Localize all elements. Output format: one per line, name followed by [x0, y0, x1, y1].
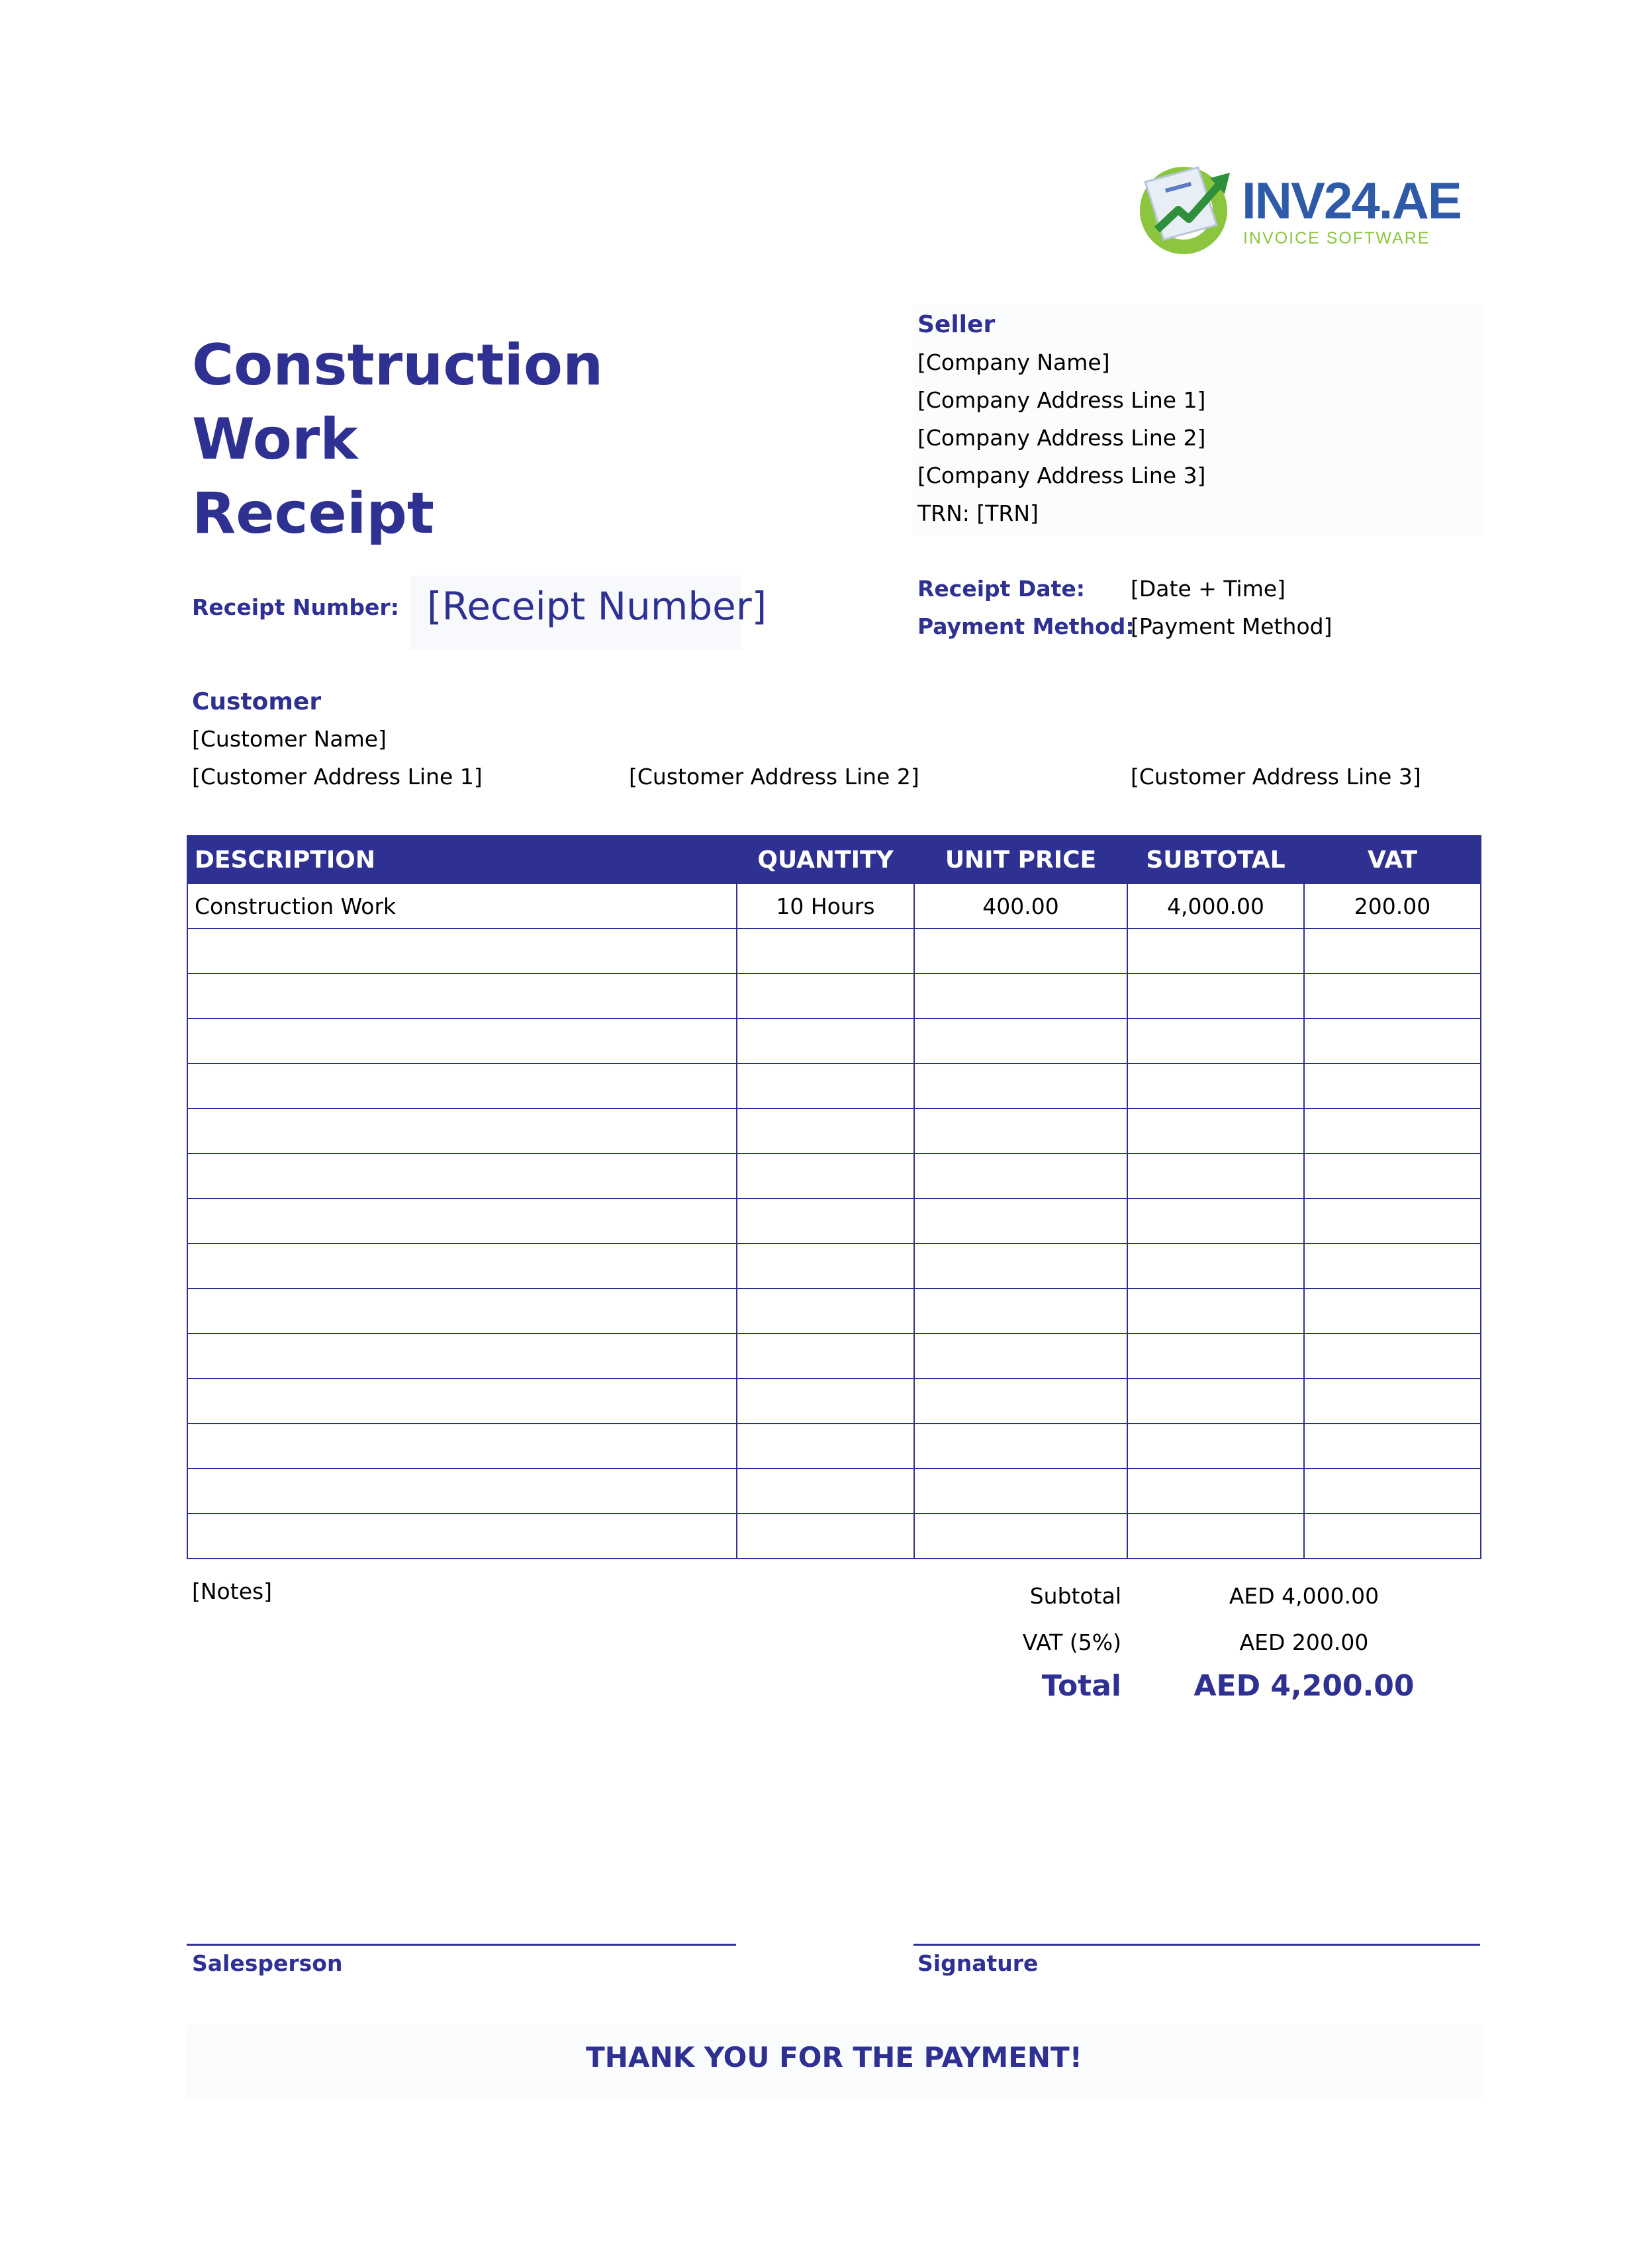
cell-subtotal: [1127, 1424, 1304, 1469]
document-title-line2: Receipt: [192, 480, 435, 547]
cell-quantity: 10 Hours: [737, 884, 914, 929]
vat-value: AED 200.00: [1239, 1629, 1369, 1655]
cell-unit-price: [914, 1424, 1127, 1469]
cell-subtotal: 4,000.00: [1127, 884, 1304, 929]
cell-vat: [1304, 1154, 1481, 1199]
cell-vat: [1304, 929, 1481, 974]
customer-heading: Customer: [192, 688, 322, 715]
salesperson-line: [187, 1944, 736, 1946]
table-row: [187, 1244, 1481, 1289]
seller-trn: TRN: [TRN]: [917, 500, 1039, 526]
table-row: [187, 974, 1481, 1019]
payment-method-label: Payment Method:: [917, 613, 1135, 639]
cell-unit-price: 400.00: [914, 884, 1127, 929]
cell-description: [187, 974, 737, 1019]
cell-subtotal: [1127, 1514, 1304, 1559]
seller-address-line-2: [Company Address Line 2]: [917, 425, 1206, 451]
receipt-number-value: [Receipt Number]: [427, 584, 767, 629]
cell-unit-price: [914, 1199, 1127, 1244]
table-row: [187, 1019, 1481, 1064]
cell-quantity: [737, 1064, 914, 1109]
cell-subtotal: [1127, 1379, 1304, 1424]
customer-address-line-2: [Customer Address Line 2]: [629, 764, 919, 790]
cell-unit-price: [914, 1289, 1127, 1334]
column-header-description: DESCRIPTION: [187, 836, 737, 884]
cell-vat: [1304, 1109, 1481, 1154]
cell-quantity: [737, 1019, 914, 1064]
logo-tagline: INVOICE SOFTWARE: [1243, 229, 1430, 248]
cell-unit-price: [914, 1109, 1127, 1154]
cell-unit-price: [914, 974, 1127, 1019]
column-header-subtotal: SUBTOTAL: [1127, 836, 1304, 884]
customer-address-line-1: [Customer Address Line 1]: [192, 764, 483, 790]
cell-subtotal: [1127, 1334, 1304, 1379]
total-value: AED 4,200.00: [1193, 1669, 1415, 1703]
cell-description: [187, 1379, 737, 1424]
cell-description: [187, 1334, 737, 1379]
cell-vat: [1304, 1469, 1481, 1514]
table-row: [187, 1334, 1481, 1379]
salesperson-label: Salesperson: [192, 1950, 343, 1976]
cell-quantity: [737, 1334, 914, 1379]
cell-unit-price: [914, 1334, 1127, 1379]
table-row: [187, 1469, 1481, 1514]
notes: [Notes]: [192, 1578, 273, 1604]
cell-vat: [1304, 1514, 1481, 1559]
cell-unit-price: [914, 929, 1127, 974]
cell-description: [187, 1199, 737, 1244]
cell-subtotal: [1127, 1109, 1304, 1154]
customer-name: [Customer Name]: [192, 726, 387, 752]
cell-vat: [1304, 1064, 1481, 1109]
vat-label: VAT (5%): [1022, 1629, 1121, 1655]
cell-unit-price: [914, 1154, 1127, 1199]
cell-vat: [1304, 1019, 1481, 1064]
cell-description: [187, 1109, 737, 1154]
payment-method-value: [Payment Method]: [1131, 613, 1332, 639]
total-label: Total: [1041, 1669, 1121, 1703]
document-title-line1: Construction Work: [192, 332, 604, 473]
cell-description: [187, 1244, 737, 1289]
column-header-quantity: QUANTITY: [737, 836, 914, 884]
cell-description: [187, 1469, 737, 1514]
cell-quantity: [737, 1244, 914, 1289]
cell-quantity: [737, 1469, 914, 1514]
table-row: [187, 884, 1481, 929]
seller-address-line-1: [Company Address Line 1]: [917, 387, 1206, 413]
table-row: [187, 929, 1481, 974]
cell-description: [187, 1289, 737, 1334]
column-header-vat: VAT: [1304, 836, 1481, 884]
cell-quantity: [737, 1424, 914, 1469]
table-row: [187, 1379, 1481, 1424]
seller-address-line-3: [Company Address Line 3]: [917, 463, 1206, 488]
table-row: [187, 1289, 1481, 1334]
cell-quantity: [737, 929, 914, 974]
cell-subtotal: [1127, 1199, 1304, 1244]
table-header-row: [187, 836, 1481, 884]
cell-subtotal: [1127, 929, 1304, 974]
document-title: [192, 328, 788, 551]
cell-vat: [1304, 1334, 1481, 1379]
signature-line: [913, 1944, 1480, 1946]
cell-subtotal: [1127, 974, 1304, 1019]
receipt-date-label: Receipt Date:: [917, 576, 1085, 602]
table-row: [187, 1199, 1481, 1244]
thank-you-message: THANK YOU FOR THE PAYMENT!: [586, 2041, 1082, 2073]
cell-vat: 200.00: [1304, 884, 1481, 929]
cell-description: Construction Work: [187, 884, 737, 929]
cell-unit-price: [914, 1469, 1127, 1514]
cell-vat: [1304, 1199, 1481, 1244]
table-row: [187, 1154, 1481, 1199]
table-row: [187, 1424, 1481, 1469]
table-row: [187, 1514, 1481, 1559]
cell-unit-price: [914, 1379, 1127, 1424]
cell-quantity: [737, 1379, 914, 1424]
cell-vat: [1304, 1244, 1481, 1289]
signature-label: Signature: [917, 1950, 1039, 1976]
cell-subtotal: [1127, 1064, 1304, 1109]
receipt-number-label: Receipt Number:: [192, 594, 399, 620]
cell-vat: [1304, 1289, 1481, 1334]
cell-subtotal: [1127, 1154, 1304, 1199]
cell-quantity: [737, 1289, 914, 1334]
column-header-unit-price: UNIT PRICE: [914, 836, 1127, 884]
line-items-table: [187, 835, 1481, 1559]
cell-subtotal: [1127, 1289, 1304, 1334]
cell-unit-price: [914, 1064, 1127, 1109]
cell-description: [187, 1064, 737, 1109]
cell-description: [187, 1019, 737, 1064]
receipt-date-value: [Date + Time]: [1131, 576, 1286, 602]
cell-description: [187, 1424, 737, 1469]
cell-description: [187, 1154, 737, 1199]
cell-quantity: [737, 1514, 914, 1559]
subtotal-label: Subtotal: [1029, 1583, 1121, 1609]
seller-heading: Seller: [917, 311, 996, 338]
seller-company-name: [Company Name]: [917, 349, 1110, 375]
cell-vat: [1304, 1424, 1481, 1469]
cell-description: [187, 929, 737, 974]
cell-quantity: [737, 1199, 914, 1244]
cell-quantity: [737, 1109, 914, 1154]
cell-vat: [1304, 974, 1481, 1019]
customer-address-line-3: [Customer Address Line 3]: [1131, 764, 1421, 790]
cell-unit-price: [914, 1244, 1127, 1289]
logo-wordmark: INV24.AE: [1242, 171, 1461, 230]
cell-unit-price: [914, 1019, 1127, 1064]
subtotal-value: AED 4,000.00: [1229, 1583, 1379, 1609]
cell-subtotal: [1127, 1469, 1304, 1514]
cell-vat: [1304, 1379, 1481, 1424]
table-row: [187, 1109, 1481, 1154]
cell-quantity: [737, 1154, 914, 1199]
cell-description: [187, 1514, 737, 1559]
cell-unit-price: [914, 1514, 1127, 1559]
cell-quantity: [737, 974, 914, 1019]
cell-subtotal: [1127, 1244, 1304, 1289]
cell-subtotal: [1127, 1019, 1304, 1064]
table-row: [187, 1064, 1481, 1109]
